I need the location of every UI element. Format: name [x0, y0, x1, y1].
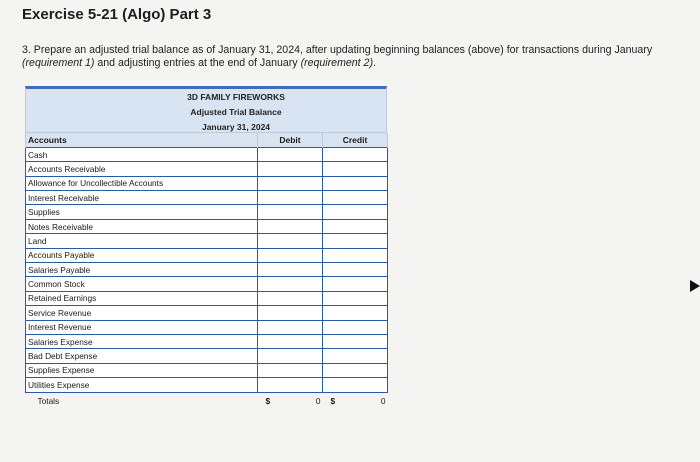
table-row	[26, 219, 388, 233]
account-name-field[interactable]: Land	[26, 234, 258, 248]
totals-label: Totals	[26, 392, 258, 409]
column-header-row	[26, 133, 388, 147]
credit-total-currency: $	[330, 395, 336, 406]
instruction-end: .	[372, 57, 376, 69]
table-row	[26, 320, 388, 334]
table-row	[26, 147, 388, 161]
debit-input[interactable]	[258, 349, 323, 363]
account-name-field[interactable]: Supplies	[26, 205, 258, 219]
table-row	[26, 378, 388, 392]
table-row	[26, 291, 388, 305]
credit-input[interactable]	[323, 162, 388, 176]
table-row	[26, 334, 388, 348]
trial-balance-header	[25, 86, 387, 133]
debit-input[interactable]	[258, 263, 323, 277]
table-row	[26, 205, 388, 219]
credit-input[interactable]	[323, 378, 388, 392]
account-name-field[interactable]: Allowance for Uncollectible Accounts	[26, 176, 258, 190]
debit-input[interactable]	[258, 191, 323, 205]
debit-input[interactable]	[258, 320, 323, 334]
credit-input[interactable]	[323, 277, 388, 291]
debit-input[interactable]	[258, 363, 323, 377]
table-row	[26, 263, 388, 277]
account-name-field[interactable]: Service Revenue	[26, 306, 258, 320]
table-row	[26, 363, 388, 377]
totals-row	[26, 392, 388, 409]
debit-input[interactable]	[258, 162, 323, 176]
table-row	[26, 162, 388, 176]
debit-input[interactable]	[258, 306, 323, 320]
debit-total	[258, 392, 323, 409]
account-name-field[interactable]: Retained Earnings	[26, 291, 258, 305]
credit-input[interactable]	[323, 334, 388, 348]
debit-input[interactable]	[258, 176, 323, 190]
account-name-field[interactable]: Supplies Expense	[26, 363, 258, 377]
credit-input[interactable]	[323, 291, 388, 305]
table-row	[26, 277, 388, 291]
credit-total	[323, 392, 388, 409]
account-name-field[interactable]: Cash	[26, 147, 258, 161]
credit-input[interactable]	[323, 191, 388, 205]
table-row	[26, 176, 388, 190]
credit-input[interactable]	[323, 320, 388, 334]
account-name-field[interactable]: Interest Receivable	[26, 191, 258, 205]
credit-input[interactable]	[323, 234, 388, 248]
account-name-field[interactable]: Accounts Payable	[26, 248, 258, 262]
accounts-column-header: Accounts	[26, 133, 258, 147]
table-row	[26, 248, 388, 262]
company-name: 3D FAMILY FIREWORKS	[187, 92, 285, 102]
table-row	[26, 234, 388, 248]
debit-input[interactable]	[258, 334, 323, 348]
table-row	[26, 191, 388, 205]
report-date: January 31, 2024	[201, 122, 271, 132]
instruction-mid: and adjusting entries at the end of January	[94, 57, 301, 69]
account-rows	[26, 147, 388, 392]
debit-input[interactable]	[258, 378, 323, 392]
debit-input[interactable]	[258, 219, 323, 233]
account-name-field[interactable]: Common Stock	[26, 277, 258, 291]
trial-balance-table	[25, 133, 388, 409]
credit-input[interactable]	[323, 219, 388, 233]
cursor-arrow-icon	[690, 280, 700, 292]
account-name-field[interactable]: Bad Debt Expense	[26, 349, 258, 363]
credit-input[interactable]	[323, 363, 388, 377]
debit-input[interactable]	[258, 205, 323, 219]
account-name-field[interactable]: Salaries Payable	[26, 263, 258, 277]
account-name-field[interactable]: Accounts Receivable	[26, 162, 258, 176]
instructions	[22, 44, 692, 70]
account-name-field[interactable]: Notes Receivable	[26, 219, 258, 233]
instruction-req2: (requirement 2)	[300, 57, 373, 69]
debit-input[interactable]	[258, 147, 323, 161]
page-title: Exercise 5-21 (Algo) Part 3	[22, 6, 212, 23]
instruction-main: 3. Prepare an adjusted trial balance as of January 31, 2024, after updating beginning balances (above) for transactions during January	[22, 44, 653, 56]
credit-input[interactable]	[323, 176, 388, 190]
debit-column-header: Debit	[258, 133, 323, 147]
debit-input[interactable]	[258, 234, 323, 248]
credit-input[interactable]	[323, 263, 388, 277]
credit-input[interactable]	[323, 205, 388, 219]
table-row	[26, 306, 388, 320]
credit-input[interactable]	[323, 248, 388, 262]
credit-input[interactable]	[323, 306, 388, 320]
account-name-field[interactable]: Salaries Expense	[26, 334, 258, 348]
report-name: Adjusted Trial Balance	[190, 107, 282, 117]
debit-total-currency: $	[265, 395, 271, 406]
debit-total-value: 0	[315, 395, 321, 406]
table-row	[26, 349, 388, 363]
account-name-field[interactable]: Interest Revenue	[26, 320, 258, 334]
trial-balance-worksheet	[25, 86, 387, 409]
debit-input[interactable]	[258, 277, 323, 291]
account-name-field[interactable]: Utilities Expense	[26, 378, 258, 392]
credit-input[interactable]	[323, 349, 388, 363]
credit-total-value: 0	[380, 395, 386, 406]
credit-input[interactable]	[323, 147, 388, 161]
debit-input[interactable]	[258, 248, 323, 262]
debit-input[interactable]	[258, 291, 323, 305]
credit-column-header: Credit	[323, 133, 388, 147]
instruction-req1: (requirement 1)	[22, 57, 95, 69]
